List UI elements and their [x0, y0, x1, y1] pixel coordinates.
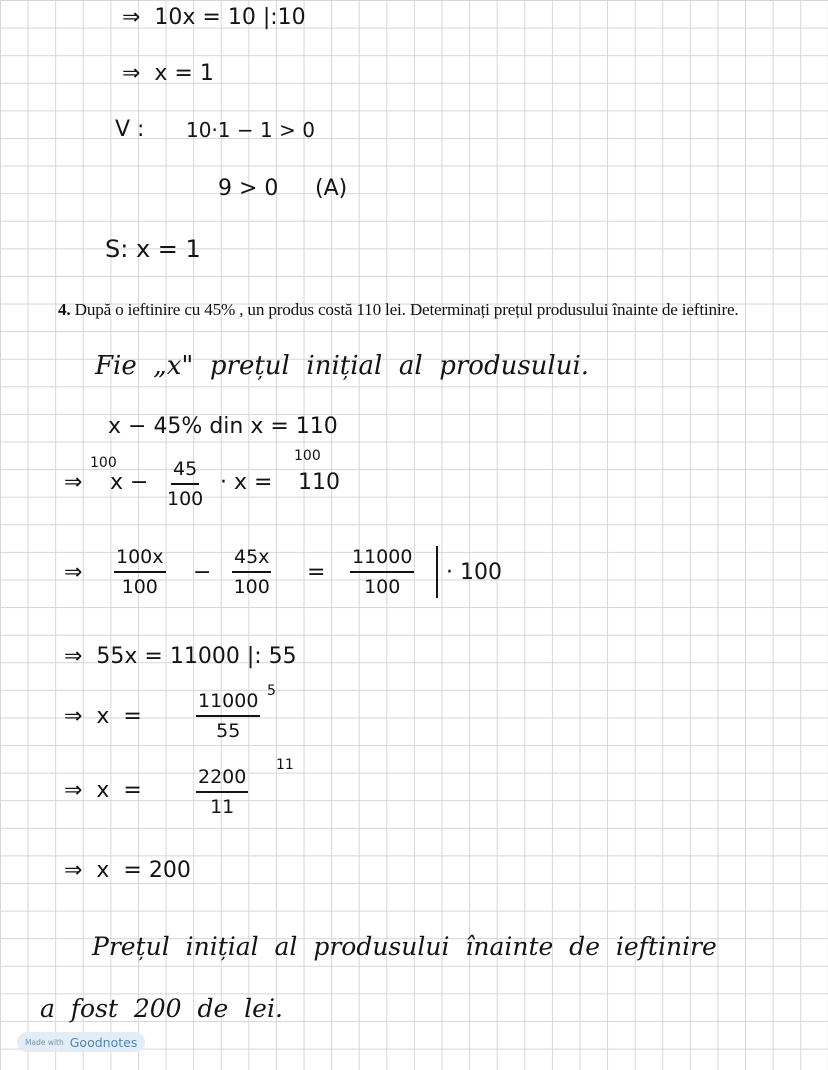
step2-minus: − [193, 560, 212, 585]
step4-fraction [196, 690, 260, 742]
verification-mark: (A) [315, 176, 348, 201]
step1-arrow: ⇒ [64, 470, 83, 495]
solution-set: S: x = 1 [105, 235, 201, 263]
verification-label: V : [115, 117, 145, 142]
step5-lhs: ⇒ x = [64, 778, 142, 803]
verification-result: 9 > 0 [218, 176, 279, 201]
step3-line: ⇒ 55x = 11000 |: 55 [64, 644, 297, 669]
eq-10x: ⇒ 10x = 10 |:10 [122, 5, 306, 30]
problem-statement [58, 300, 739, 320]
intro-line: Fie „x" prețul inițial al produsului. [95, 351, 590, 381]
step4-simplify: 5 [267, 683, 276, 699]
step2-arrow: ⇒ [64, 560, 83, 585]
problem-text: După o ieftinire cu 45% , un produs costă 110 lei. Determinați prețul produsului înainte de ieftinire. [74, 300, 739, 319]
step4-denominator: 55 [216, 720, 241, 742]
step2-divider-bar [436, 546, 438, 598]
step2-f1-numerator: 100x [114, 546, 166, 573]
step2-f1-denominator: 100 [121, 576, 158, 598]
conclusion-line-2: a fost 200 de lei. [40, 994, 283, 1023]
step1-amplify-rhs: 100 [294, 448, 321, 464]
step5-fraction [196, 766, 248, 818]
watermark-made-with: Made with [25, 1037, 64, 1047]
step6-result: ⇒ x = 200 [64, 858, 191, 883]
watermark-brand: Goodnotes [69, 1034, 138, 1050]
goodnotes-watermark [17, 1032, 145, 1052]
step4-numerator: 11000 [196, 690, 260, 717]
verification-expression: 10·1 − 1 > 0 [186, 118, 315, 142]
step4-lhs: ⇒ x = [64, 704, 142, 729]
step2-f3-denominator: 100 [364, 576, 401, 598]
step1-fraction-numerator: 45 [171, 458, 199, 485]
step2-fraction-3 [350, 546, 414, 598]
step5-simplify: 11 [276, 757, 294, 773]
step2-fraction-2 [232, 546, 271, 598]
step1-fraction [167, 458, 203, 510]
conclusion-line-1: Prețul inițial al produsului înainte de ieftinire [92, 932, 717, 961]
step5-numerator: 2200 [196, 766, 248, 793]
step2-multiplier: · 100 [446, 560, 502, 585]
step5-denominator: 11 [210, 796, 235, 818]
equation-line: x − 45% din x = 110 [108, 414, 338, 439]
step2-fraction-1 [114, 546, 166, 598]
eq-x-equals-1: ⇒ x = 1 [122, 61, 214, 86]
step2-equals: = [307, 560, 326, 585]
step1-rhs: 110 [298, 470, 340, 495]
step1-fraction-denominator: 100 [167, 488, 204, 510]
step1-x-term: x − [110, 470, 149, 495]
step1-amplify-x: 100 [90, 455, 117, 471]
step2-f2-denominator: 100 [233, 576, 270, 598]
step1-times-x: · x = [220, 470, 273, 495]
step2-f3-numerator: 11000 [350, 546, 414, 573]
problem-number: 4. [58, 300, 71, 319]
step2-f2-numerator: 45x [232, 546, 271, 573]
